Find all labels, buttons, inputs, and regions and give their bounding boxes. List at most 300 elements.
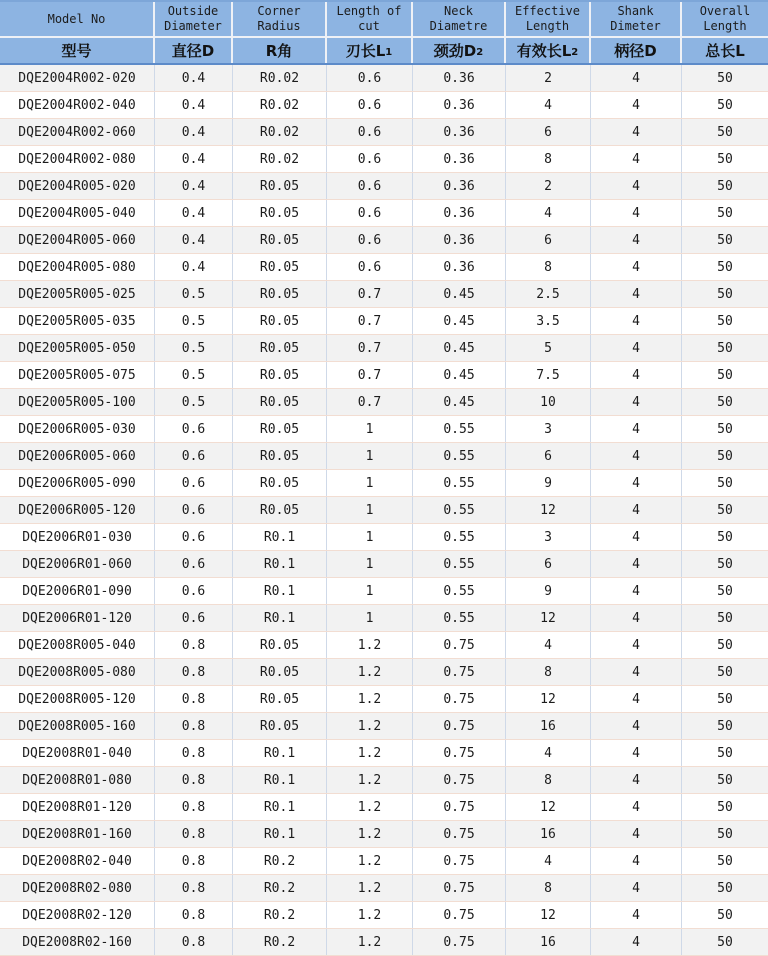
cell-neck-diametre: 0.55 xyxy=(413,416,506,442)
cell-neck-diametre: 0.75 xyxy=(413,848,506,874)
cell-corner-radius: R0.02 xyxy=(233,92,327,118)
table-row xyxy=(0,281,768,308)
cell-model-no: DQE2004R005-020 xyxy=(0,173,155,199)
cell-length-of-cut: 1 xyxy=(327,578,413,604)
cell-effective-length: 9 xyxy=(506,470,591,496)
cell-length-of-cut: 0.6 xyxy=(327,146,413,172)
cell-length-of-cut: 1 xyxy=(327,551,413,577)
col-header-length-of-cut-cn xyxy=(327,38,413,63)
cell-length-of-cut: 1 xyxy=(327,524,413,550)
table-body xyxy=(0,65,768,956)
cell-shank-dimeter: 4 xyxy=(591,227,682,253)
cell-shank-dimeter: 4 xyxy=(591,551,682,577)
cell-length-of-cut: 0.7 xyxy=(327,281,413,307)
cell-outside-diameter: 0.8 xyxy=(155,875,233,901)
table-row xyxy=(0,335,768,362)
table-row xyxy=(0,146,768,173)
cell-neck-diametre: 0.45 xyxy=(413,281,506,307)
cell-shank-dimeter: 4 xyxy=(591,605,682,631)
cell-shank-dimeter: 4 xyxy=(591,902,682,928)
cell-model-no: DQE2004R002-080 xyxy=(0,146,155,172)
cell-neck-diametre: 0.36 xyxy=(413,65,506,91)
cell-outside-diameter: 0.8 xyxy=(155,794,233,820)
cell-neck-diametre: 0.75 xyxy=(413,902,506,928)
cell-outside-diameter: 0.4 xyxy=(155,227,233,253)
table-row xyxy=(0,65,768,92)
cell-length-of-cut: 0.6 xyxy=(327,200,413,226)
cell-length-of-cut: 1 xyxy=(327,605,413,631)
cell-model-no: DQE2006R01-090 xyxy=(0,578,155,604)
cell-overall-length: 50 xyxy=(717,556,733,572)
cell-corner-radius: R0.05 xyxy=(233,227,327,253)
cell-effective-length: 16 xyxy=(506,929,591,955)
cell-corner-radius: R0.02 xyxy=(233,146,327,172)
cell-corner-radius: R0.05 xyxy=(233,713,327,739)
cell-outside-diameter: 0.4 xyxy=(155,146,233,172)
cell-neck-diametre: 0.36 xyxy=(413,92,506,118)
cell-length-of-cut: 1.2 xyxy=(327,902,413,928)
cell-effective-length: 3 xyxy=(506,416,591,442)
cell-model-no: DQE2006R01-060 xyxy=(0,551,155,577)
cell-outside-diameter: 0.4 xyxy=(155,65,233,91)
cell-overall-length: 50 xyxy=(717,610,733,626)
cell-neck-diametre: 0.75 xyxy=(413,632,506,658)
cn-label: 型号 xyxy=(61,42,92,60)
cell-effective-length: 6 xyxy=(506,119,591,145)
cell-corner-radius: R0.1 xyxy=(233,551,327,577)
cell-outside-diameter: 0.6 xyxy=(155,470,233,496)
cell-effective-length: 7.5 xyxy=(506,362,591,388)
cn-subscript: 1 xyxy=(385,47,393,58)
cell-outside-diameter: 0.6 xyxy=(155,578,233,604)
cell-length-of-cut: 1.2 xyxy=(327,740,413,766)
cell-outside-diameter: 0.8 xyxy=(155,686,233,712)
cell-model-no: DQE2005R005-075 xyxy=(0,362,155,388)
cell-model-no: DQE2004R005-040 xyxy=(0,200,155,226)
cell-length-of-cut: 0.6 xyxy=(327,92,413,118)
cell-corner-radius: R0.02 xyxy=(233,65,327,91)
header-row-chinese xyxy=(0,38,768,65)
cell-shank-dimeter: 4 xyxy=(591,929,682,955)
cell-corner-radius: R0.05 xyxy=(233,416,327,442)
cell-neck-diametre: 0.75 xyxy=(413,767,506,793)
cell-shank-dimeter: 4 xyxy=(591,65,682,91)
table-row xyxy=(0,443,768,470)
cell-shank-dimeter: 4 xyxy=(591,740,682,766)
cell-overall-length: 50 xyxy=(717,205,733,221)
cn-label: 刃长L xyxy=(345,42,386,60)
table-row xyxy=(0,686,768,713)
cell-corner-radius: R0.02 xyxy=(233,119,327,145)
cell-outside-diameter: 0.6 xyxy=(155,551,233,577)
cell-effective-length: 8 xyxy=(506,875,591,901)
cell-shank-dimeter: 4 xyxy=(591,848,682,874)
cell-outside-diameter: 0.5 xyxy=(155,281,233,307)
cell-overall-length: 50 xyxy=(717,124,733,140)
cell-overall-length: 50 xyxy=(717,232,733,248)
cell-shank-dimeter: 4 xyxy=(591,443,682,469)
cell-neck-diametre: 0.55 xyxy=(413,443,506,469)
cell-length-of-cut: 0.6 xyxy=(327,119,413,145)
cell-outside-diameter: 0.8 xyxy=(155,713,233,739)
cell-overall-length: 50 xyxy=(717,70,733,86)
table-row xyxy=(0,794,768,821)
cell-outside-diameter: 0.8 xyxy=(155,767,233,793)
table-row xyxy=(0,119,768,146)
cell-corner-radius: R0.2 xyxy=(233,848,327,874)
cell-shank-dimeter: 4 xyxy=(591,200,682,226)
cell-overall-length: 50 xyxy=(717,718,733,734)
cell-effective-length: 2.5 xyxy=(506,281,591,307)
cell-shank-dimeter: 4 xyxy=(591,362,682,388)
cell-outside-diameter: 0.5 xyxy=(155,389,233,415)
col-header-overall-length-en: Overall Length xyxy=(699,4,751,33)
table-row xyxy=(0,416,768,443)
cell-overall-length: 50 xyxy=(717,934,733,950)
col-header-length-of-cut-en: Length of cut xyxy=(327,2,413,36)
cell-length-of-cut: 0.6 xyxy=(327,173,413,199)
table-row xyxy=(0,470,768,497)
table-row xyxy=(0,875,768,902)
cell-model-no: DQE2005R005-025 xyxy=(0,281,155,307)
cell-neck-diametre: 0.45 xyxy=(413,362,506,388)
cell-shank-dimeter: 4 xyxy=(591,389,682,415)
cn-label: 颈劲D xyxy=(433,42,477,60)
cell-outside-diameter: 0.5 xyxy=(155,308,233,334)
cell-effective-length: 12 xyxy=(506,497,591,523)
cell-overall-length: 50 xyxy=(717,799,733,815)
col-header-shank-dimeter-cn xyxy=(591,38,682,63)
cell-corner-radius: R0.2 xyxy=(233,875,327,901)
cell-model-no: DQE2006R01-120 xyxy=(0,605,155,631)
cell-length-of-cut: 0.6 xyxy=(327,254,413,280)
cell-neck-diametre: 0.36 xyxy=(413,173,506,199)
cell-outside-diameter: 0.8 xyxy=(155,902,233,928)
cell-overall-length: 50 xyxy=(717,583,733,599)
cell-model-no: DQE2008R02-120 xyxy=(0,902,155,928)
cell-effective-length: 8 xyxy=(506,767,591,793)
cell-outside-diameter: 0.4 xyxy=(155,200,233,226)
cell-model-no: DQE2008R005-120 xyxy=(0,686,155,712)
cell-length-of-cut: 1.2 xyxy=(327,767,413,793)
cell-length-of-cut: 1.2 xyxy=(327,929,413,955)
cell-neck-diametre: 0.75 xyxy=(413,713,506,739)
cell-model-no: DQE2006R005-030 xyxy=(0,416,155,442)
cell-corner-radius: R0.1 xyxy=(233,767,327,793)
cell-overall-length: 50 xyxy=(717,97,733,113)
cell-model-no: DQE2004R005-060 xyxy=(0,227,155,253)
table-row xyxy=(0,497,768,524)
cell-model-no: DQE2008R005-080 xyxy=(0,659,155,685)
cell-model-no: DQE2006R005-060 xyxy=(0,443,155,469)
cn-label: 直径D xyxy=(171,42,215,60)
cell-shank-dimeter: 4 xyxy=(591,821,682,847)
cell-neck-diametre: 0.75 xyxy=(413,659,506,685)
cell-corner-radius: R0.1 xyxy=(233,605,327,631)
cell-outside-diameter: 0.8 xyxy=(155,659,233,685)
cell-overall-length: 50 xyxy=(717,421,733,437)
cell-length-of-cut: 1.2 xyxy=(327,686,413,712)
cn-subscript: 2 xyxy=(571,47,579,58)
cell-neck-diametre: 0.75 xyxy=(413,929,506,955)
cell-corner-radius: R0.05 xyxy=(233,362,327,388)
cell-overall-length: 50 xyxy=(717,394,733,410)
col-header-effective-length-cn xyxy=(506,38,591,63)
header-row-english xyxy=(0,0,768,38)
cell-model-no: DQE2008R02-040 xyxy=(0,848,155,874)
cell-model-no: DQE2005R005-035 xyxy=(0,308,155,334)
cell-outside-diameter: 0.4 xyxy=(155,92,233,118)
cell-outside-diameter: 0.8 xyxy=(155,848,233,874)
cell-corner-radius: R0.2 xyxy=(233,902,327,928)
cell-shank-dimeter: 4 xyxy=(591,524,682,550)
cell-shank-dimeter: 4 xyxy=(591,335,682,361)
cn-label: 柄径D xyxy=(614,42,657,60)
cell-effective-length: 12 xyxy=(506,686,591,712)
cell-effective-length: 4 xyxy=(506,848,591,874)
cell-length-of-cut: 1 xyxy=(327,443,413,469)
table-row xyxy=(0,632,768,659)
cell-length-of-cut: 1.2 xyxy=(327,794,413,820)
cell-neck-diametre: 0.36 xyxy=(413,254,506,280)
cell-effective-length: 2 xyxy=(506,173,591,199)
table-row xyxy=(0,551,768,578)
table-row xyxy=(0,821,768,848)
col-header-outside-diameter-en: Outside Diameter xyxy=(155,2,233,36)
cell-neck-diametre: 0.55 xyxy=(413,524,506,550)
cell-model-no: DQE2005R005-050 xyxy=(0,335,155,361)
cell-length-of-cut: 1 xyxy=(327,470,413,496)
table-row xyxy=(0,200,768,227)
table-row xyxy=(0,902,768,929)
cell-overall-length: 50 xyxy=(717,448,733,464)
cn-label: R角 xyxy=(265,42,293,60)
cell-model-no: DQE2004R005-080 xyxy=(0,254,155,280)
cell-length-of-cut: 0.7 xyxy=(327,308,413,334)
cell-neck-diametre: 0.75 xyxy=(413,821,506,847)
cell-corner-radius: R0.1 xyxy=(233,740,327,766)
cell-shank-dimeter: 4 xyxy=(591,173,682,199)
table-row xyxy=(0,578,768,605)
cell-shank-dimeter: 4 xyxy=(591,686,682,712)
cell-outside-diameter: 0.6 xyxy=(155,497,233,523)
cell-overall-length: 50 xyxy=(717,691,733,707)
cell-model-no: DQE2008R005-160 xyxy=(0,713,155,739)
cell-corner-radius: R0.1 xyxy=(233,821,327,847)
cell-outside-diameter: 0.6 xyxy=(155,524,233,550)
cell-shank-dimeter: 4 xyxy=(591,578,682,604)
cell-neck-diametre: 0.45 xyxy=(413,389,506,415)
cn-label: 有效长L xyxy=(516,42,572,60)
cell-neck-diametre: 0.75 xyxy=(413,794,506,820)
cell-corner-radius: R0.05 xyxy=(233,497,327,523)
cell-shank-dimeter: 4 xyxy=(591,794,682,820)
cn-subscript: 2 xyxy=(476,47,484,58)
table-row xyxy=(0,92,768,119)
cell-corner-radius: R0.05 xyxy=(233,659,327,685)
cell-corner-radius: R0.2 xyxy=(233,929,327,955)
cell-effective-length: 4 xyxy=(506,632,591,658)
cell-model-no: DQE2004R002-020 xyxy=(0,65,155,91)
cell-shank-dimeter: 4 xyxy=(591,875,682,901)
cell-outside-diameter: 0.4 xyxy=(155,254,233,280)
cell-model-no: DQE2004R002-060 xyxy=(0,119,155,145)
cell-outside-diameter: 0.8 xyxy=(155,632,233,658)
cell-overall-length: 50 xyxy=(717,772,733,788)
cell-overall-length: 50 xyxy=(717,475,733,491)
cell-corner-radius: R0.05 xyxy=(233,254,327,280)
cell-corner-radius: R0.05 xyxy=(233,686,327,712)
col-header-shank-dimeter-en: Shank Dimeter xyxy=(591,2,682,36)
cell-length-of-cut: 0.7 xyxy=(327,389,413,415)
table-row xyxy=(0,929,768,956)
cell-neck-diametre: 0.36 xyxy=(413,227,506,253)
cell-effective-length: 3.5 xyxy=(506,308,591,334)
cell-outside-diameter: 0.8 xyxy=(155,929,233,955)
cell-shank-dimeter: 4 xyxy=(591,119,682,145)
col-header-corner-radius-cn xyxy=(233,38,327,63)
cell-outside-diameter: 0.4 xyxy=(155,173,233,199)
cell-effective-length: 6 xyxy=(506,443,591,469)
cell-model-no: DQE2005R005-100 xyxy=(0,389,155,415)
cell-corner-radius: R0.05 xyxy=(233,173,327,199)
table-row xyxy=(0,227,768,254)
cell-effective-length: 10 xyxy=(506,389,591,415)
table-row xyxy=(0,362,768,389)
table-row xyxy=(0,308,768,335)
cell-outside-diameter: 0.5 xyxy=(155,335,233,361)
cell-shank-dimeter: 4 xyxy=(591,146,682,172)
cell-neck-diametre: 0.45 xyxy=(413,308,506,334)
cell-effective-length: 16 xyxy=(506,821,591,847)
cell-shank-dimeter: 4 xyxy=(591,632,682,658)
cell-model-no: DQE2006R005-090 xyxy=(0,470,155,496)
cell-corner-radius: R0.05 xyxy=(233,470,327,496)
cell-overall-length: 50 xyxy=(717,259,733,275)
cell-outside-diameter: 0.4 xyxy=(155,119,233,145)
cell-effective-length: 8 xyxy=(506,254,591,280)
cell-neck-diametre: 0.55 xyxy=(413,470,506,496)
cell-corner-radius: R0.1 xyxy=(233,524,327,550)
cell-length-of-cut: 1.2 xyxy=(327,713,413,739)
col-header-model-no-en: Model No xyxy=(0,2,155,36)
cell-model-no: DQE2008R01-160 xyxy=(0,821,155,847)
cell-length-of-cut: 1.2 xyxy=(327,632,413,658)
cell-overall-length: 50 xyxy=(717,907,733,923)
cell-overall-length: 50 xyxy=(717,502,733,518)
cell-overall-length: 50 xyxy=(717,853,733,869)
cell-shank-dimeter: 4 xyxy=(591,767,682,793)
cell-overall-length: 50 xyxy=(717,745,733,761)
col-header-neck-diametre-en: Neck Diametre xyxy=(413,2,506,36)
cell-shank-dimeter: 4 xyxy=(591,470,682,496)
cell-shank-dimeter: 4 xyxy=(591,713,682,739)
cell-shank-dimeter: 4 xyxy=(591,254,682,280)
cell-corner-radius: R0.1 xyxy=(233,794,327,820)
cell-effective-length: 3 xyxy=(506,524,591,550)
cell-neck-diametre: 0.75 xyxy=(413,740,506,766)
cell-model-no: DQE2008R01-120 xyxy=(0,794,155,820)
cell-outside-diameter: 0.6 xyxy=(155,605,233,631)
cell-length-of-cut: 0.7 xyxy=(327,335,413,361)
cell-outside-diameter: 0.6 xyxy=(155,416,233,442)
cell-effective-length: 6 xyxy=(506,227,591,253)
table-row xyxy=(0,524,768,551)
cell-overall-length: 50 xyxy=(717,313,733,329)
cell-outside-diameter: 0.6 xyxy=(155,443,233,469)
cell-shank-dimeter: 4 xyxy=(591,92,682,118)
cell-length-of-cut: 0.6 xyxy=(327,227,413,253)
cell-corner-radius: R0.05 xyxy=(233,308,327,334)
table-row xyxy=(0,713,768,740)
cell-effective-length: 4 xyxy=(506,740,591,766)
cell-model-no: DQE2008R01-080 xyxy=(0,767,155,793)
cell-overall-length: 50 xyxy=(717,286,733,302)
cell-overall-length: 50 xyxy=(717,151,733,167)
cell-effective-length: 6 xyxy=(506,551,591,577)
cell-effective-length: 4 xyxy=(506,200,591,226)
cell-effective-length: 12 xyxy=(506,902,591,928)
cell-neck-diametre: 0.45 xyxy=(413,335,506,361)
cell-outside-diameter: 0.8 xyxy=(155,821,233,847)
cell-model-no: DQE2008R01-040 xyxy=(0,740,155,766)
cell-overall-length: 50 xyxy=(717,664,733,680)
cell-model-no: DQE2008R005-040 xyxy=(0,632,155,658)
cell-effective-length: 5 xyxy=(506,335,591,361)
cn-label: 总长L xyxy=(705,42,745,60)
cell-shank-dimeter: 4 xyxy=(591,416,682,442)
cell-length-of-cut: 1.2 xyxy=(327,659,413,685)
table-row xyxy=(0,173,768,200)
cell-effective-length: 9 xyxy=(506,578,591,604)
cell-length-of-cut: 0.7 xyxy=(327,362,413,388)
cell-corner-radius: R0.05 xyxy=(233,632,327,658)
table-row xyxy=(0,659,768,686)
cell-effective-length: 12 xyxy=(506,794,591,820)
table-row xyxy=(0,605,768,632)
cell-overall-length: 50 xyxy=(717,178,733,194)
cell-effective-length: 8 xyxy=(506,659,591,685)
cell-length-of-cut: 0.6 xyxy=(327,65,413,91)
cell-model-no: DQE2004R002-040 xyxy=(0,92,155,118)
cell-effective-length: 16 xyxy=(506,713,591,739)
cell-model-no: DQE2006R005-120 xyxy=(0,497,155,523)
col-header-corner-radius-en: Corner Radius xyxy=(233,2,327,36)
col-header-overall-length-cn xyxy=(682,38,768,63)
cell-corner-radius: R0.05 xyxy=(233,200,327,226)
cell-corner-radius: R0.05 xyxy=(233,443,327,469)
cell-neck-diametre: 0.36 xyxy=(413,146,506,172)
table-row xyxy=(0,389,768,416)
cell-model-no: DQE2008R02-080 xyxy=(0,875,155,901)
table-row xyxy=(0,254,768,281)
cell-neck-diametre: 0.55 xyxy=(413,497,506,523)
cell-outside-diameter: 0.5 xyxy=(155,362,233,388)
cell-neck-diametre: 0.36 xyxy=(413,200,506,226)
cell-length-of-cut: 1.2 xyxy=(327,821,413,847)
cell-neck-diametre: 0.55 xyxy=(413,605,506,631)
cell-overall-length: 50 xyxy=(717,529,733,545)
col-header-effective-length-en: Effective Length xyxy=(506,2,591,36)
cell-effective-length: 4 xyxy=(506,92,591,118)
cell-corner-radius: R0.1 xyxy=(233,578,327,604)
cell-corner-radius: R0.05 xyxy=(233,281,327,307)
cell-overall-length: 50 xyxy=(717,880,733,896)
cell-neck-diametre: 0.36 xyxy=(413,119,506,145)
cell-effective-length: 12 xyxy=(506,605,591,631)
cell-overall-length: 50 xyxy=(717,637,733,653)
col-header-outside-diameter-cn xyxy=(155,38,233,63)
